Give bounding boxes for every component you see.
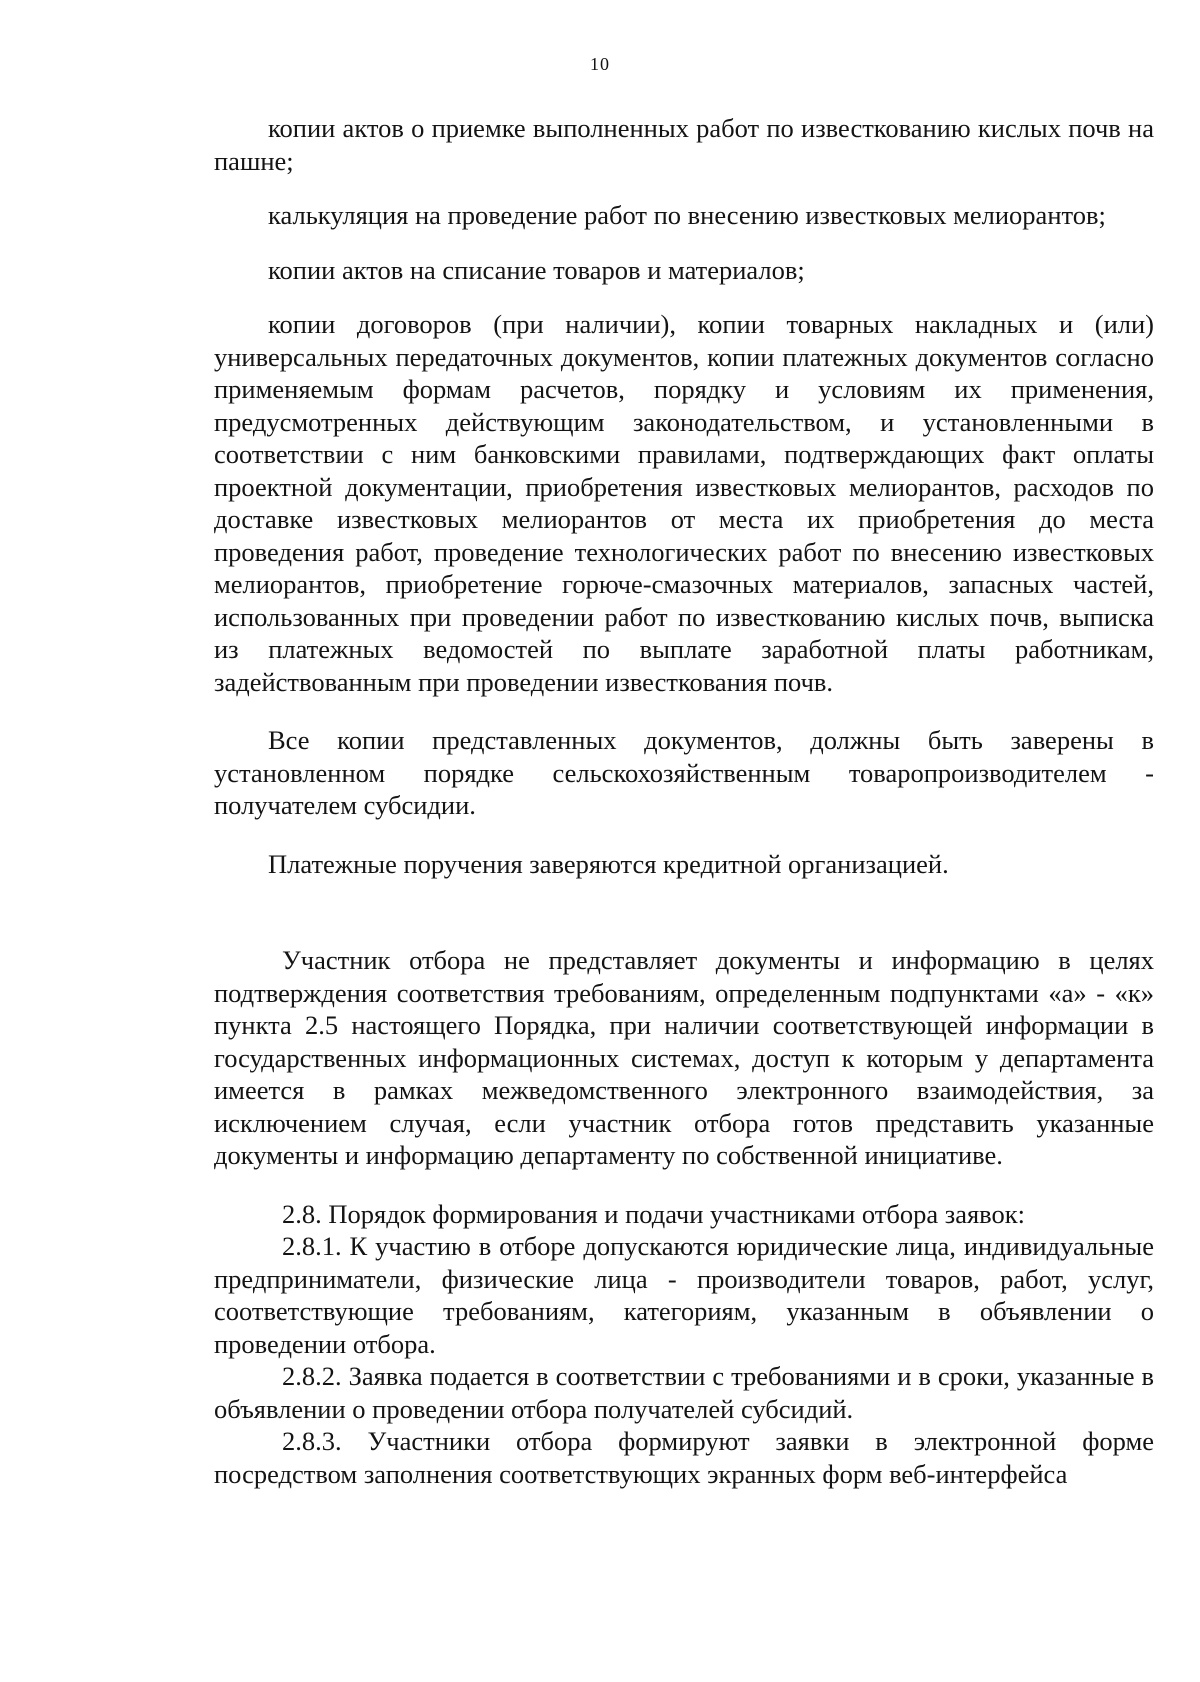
page-number: 10	[590, 54, 610, 74]
paragraph-calculation: калькуляция на проведение работ по внесению известковых мелиорантов;	[268, 200, 1106, 230]
paragraph-acts-write-off: копии актов на списание товаров и материалов;	[268, 254, 805, 285]
section-2-8-2: 2.8.2. Заявка подается в соответствии с требованиями и в сроки, указанные в объявлении о проведении отбора получателей субсидий.	[214, 1361, 1154, 1424]
document-body	[214, 112, 1154, 1490]
section-2-8-3: 2.8.3. Участники отбора формируют заявки в электронной форме посредством заполнения соответствующих экранных форм веб-интерфейса	[214, 1426, 1154, 1489]
paragraph-contracts: копии договоров (при наличии), копии товарных накладных и (или) универсальных передаточных документов, копии платежных документов согласно применяемым формам расчетов, порядку и условиям их применения, предусмотренных действующим законодательством, и установленными в соответствии с ним банковскими правилами, подтверждающих факт оплаты проектной документации, приобретения известковых мелиорантов, расходов по доставке известковых мелиорантов от места их приобретения до места проведения работ, проведение технологических работ по внесению известковых мелиорантов, приобретение горюче-смазочных материалов, запасных частей, использованных при проведении работ по известкованию кислых почв, выписка из платежных ведомостей по выплате заработной платы работникам, задействованным при проведении известкования почв.	[214, 309, 1154, 697]
section-2-8-heading: 2.8. Порядок формирования и подачи участниками отбора заявок:	[282, 1198, 1025, 1229]
paragraph-certified-copies: Все копии представленных документов, должны быть заверены в установленном порядке сельскохозяйственным товаропроизводителем - получателем субсидии.	[214, 725, 1154, 820]
paragraph-acts-acceptance: копии актов о приемке выполненных работ по известкованию кислых почв на пашне;	[214, 113, 1154, 176]
paragraph-payment-orders: Платежные поручения заверяются кредитной организацией.	[268, 848, 949, 879]
section-2-8-1: 2.8.1. К участию в отборе допускаются юридические лица, индивидуальные предприниматели, физические лица - производители товаров, работ, услуг, соответствующие требованиям, категориям, указанным в объявлении о проведении отбора.	[214, 1231, 1154, 1359]
paragraph-participant-documents: Участник отбора не представляет документы и информацию в целях подтверждения соответствия требованиям, определенным подпунктами «а» - «к» пункта 2.5 настоящего Порядка, при наличии соответствующей информации в государственных информационных системах, доступ к которым у департамента имеется в рамках межведомственного электронного взаимодействия, за исключением случая, если участник отбора готов представить указанные документы и информацию департаменту по собственной инициативе.	[214, 945, 1154, 1170]
